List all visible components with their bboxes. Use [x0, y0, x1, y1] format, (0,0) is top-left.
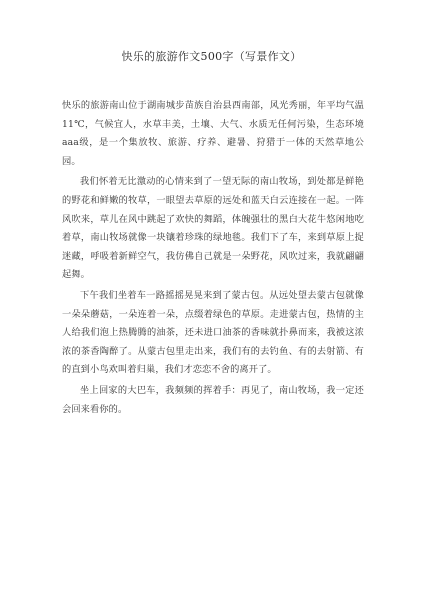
paragraph-intro: 快乐的旅游南山位于湖南城步苗族自治县西南部，风光秀丽，年平均气温11℃，气候宜人，水草丰美，土壤、大气、水质无任何污染，生态环境aaa级，是一个集放牧、旅游、疗养、避暑、狩猎于一体的天然草地公园。 — [62, 100, 364, 167]
document-title: 快乐的旅游作文500字（写景作文） — [121, 50, 302, 63]
paragraph-pasture: 我们怀着无比激动的心情来到了一望无际的南山牧场，到处都是鲜艳的野花和鲜嫩的牧草，一眼望去草原的远处和蓝天白云连接在一起。一阵风吹来，草儿在风中跳起了欢快的舞蹈，体魄强壮的黑白大花牛悠闲地吃着草，南山牧场就像一块镶着珍珠的绿地毯。我们下了车，来到草原上捉迷藏，呼吸着新鲜空气，我仿佛自己就是一朵野花，风吹过来，我就翩翩起舞。 — [62, 176, 364, 281]
paragraph-mongolian-yurt: 下午我们坐着车一路摇摇晃晃来到了蒙古包。从远处望去蒙古包就像一朵朵蘑菇，一朵连着一朵，点缀着绿色的草原。走进蒙古包，热情的主人给我们泡上热腾腾的油茶，还未进口油茶的香味就扑鼻而来，我被这浓浓的茶香陶醉了。从蒙古包里走出来，我们有的去钓鱼、有的去射箭、有的直到小鸟欢叫着归巢，我们才恋恋不舍的离开了。 — [62, 289, 364, 376]
paragraph-farewell: 坐上回家的大巴车，我频频的挥着手：再见了，南山牧场，我一定还会回来看你的。 — [62, 384, 364, 415]
document-body — [62, 97, 364, 421]
